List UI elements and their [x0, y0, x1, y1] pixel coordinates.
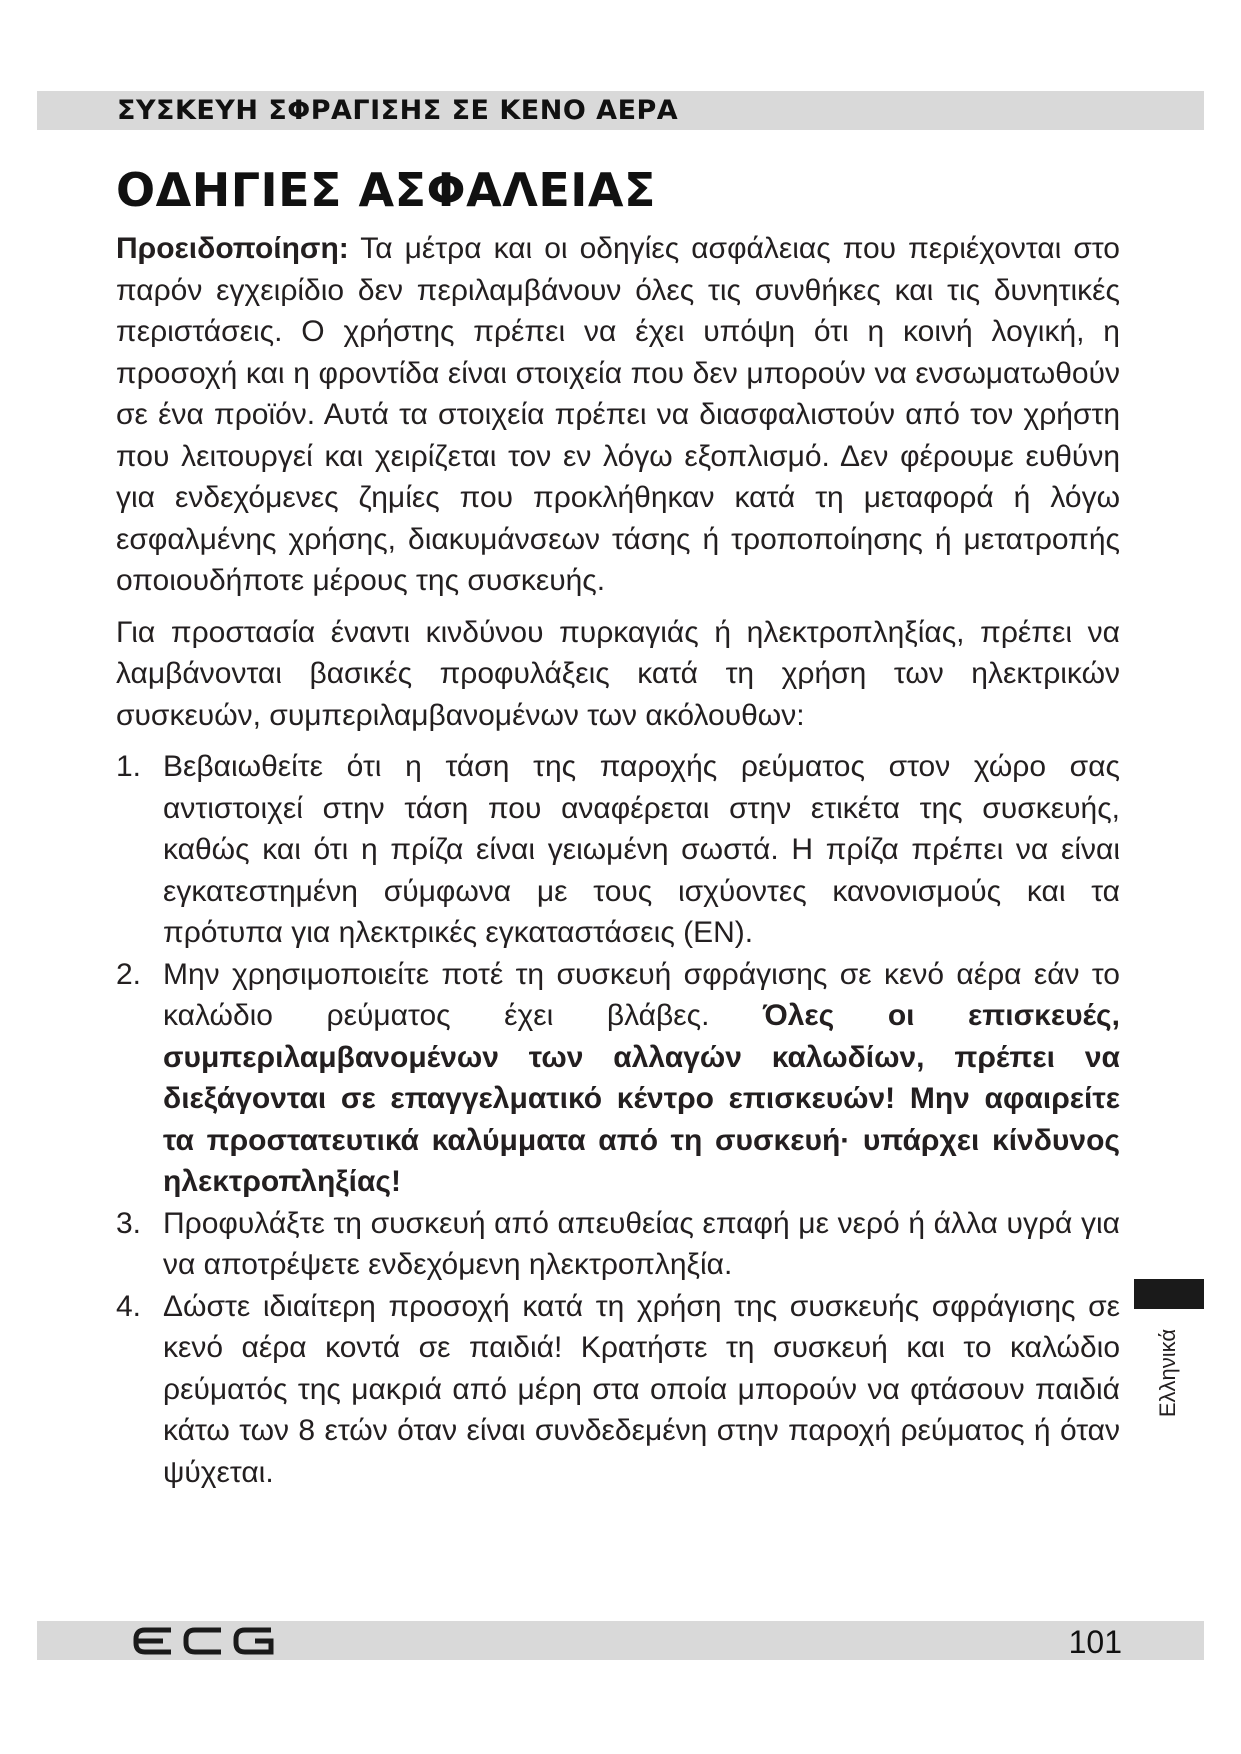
list-item-text: Δώστε ιδιαίτερη προσοχή κατά τη χρήση της συσκευής σφράγισης σε κενό αέρα κοντά σε παιδιά! Κρατήστε τη συσκευή και το καλώδιο ρεύματός της μακριά από μέρη στα οποία μπορούν να φτάσουν παιδιά κάτω των 8 ετών όταν είναι συνδεδεμένη στην παροχή ρεύματος ή όταν ψύχεται. [163, 1289, 1120, 1489]
page-title: ΟΔΗΓΙΕΣ ΑΣΦΑΛΕΙΑΣ [116, 163, 656, 217]
language-label [1148, 1318, 1188, 1428]
safety-rules-list [116, 746, 1120, 1493]
warning-paragraph [116, 228, 1120, 602]
list-item [116, 954, 1120, 1203]
list-item-text: Βεβαιωθείτε ότι η τάση της παροχής ρεύματος στον χώρο σας αντιστοιχεί στην τάση που αναφέρεται στην ετικέτα της συσκευής, καθώς και ότι η πρίζα είναι γειωμένη σωστά. Η πρίζα πρέπει να είναι εγκατεστημένη σύμφωνα με τους ισχύοντες κανονισμούς και τα πρότυπα για ηλεκτρικές εγκαταστάσεις (EN). [163, 750, 1120, 949]
warning-label: Προειδοποίηση: [116, 232, 349, 265]
list-item-number: 1. [116, 750, 142, 783]
header-bar [37, 91, 1204, 130]
list-item [116, 1203, 1120, 1286]
list-item-text: Προφυλάξτε τη συσκευή από απευθείας επαφή με νερό ή άλλα υγρά για να αποτρέψετε ενδεχόμενη ηλεκτροπληξία. [163, 1206, 1120, 1281]
language-label-text: Ελληνικά [1155, 1328, 1180, 1418]
content [116, 228, 1120, 1493]
footer-bar [37, 1621, 1204, 1660]
list-item-number: 4. [116, 1289, 142, 1323]
warning-text: Τα μέτρα και οι οδηγίες ασφάλειας που περιέχονται στο παρόν εγχειρίδιο δεν περιλαμβάνουν όλες τις συνθήκες και τις δυνητικές περιστάσεις. Ο χρήστης πρέπει να έχει υπόψη ότι η κοινή λογική, η προσοχή και η φροντίδα είναι στοιχεία που δεν μπορούν να ενσωματωθούν σε ένα προϊόν. Αυτά τα στοιχεία πρέπει να διασφαλιστούν από τον χρήστη που λειτουργεί και χειρίζεται τον εν λόγω εξοπλισμό. Δεν φέρουμε ευθύνη για ενδεχόμενες ζημίες που προκλήθηκαν κατά τη μεταφορά ή λόγω εσφαλμένης χρήσης, διακυμάνσεων τάσης ή τροποποίησης ή μετατροπής οποιουδήποτε μέρους της συσκευής. [116, 232, 1120, 597]
page-number: 101 [1068, 1624, 1122, 1660]
language-tab-marker [1134, 1279, 1204, 1309]
ecg-logo [133, 1627, 283, 1655]
list-item-number: 3. [116, 1206, 142, 1240]
list-item-bold-text: Όλες οι επισκευές, συμπεριλαμβανομένων των αλλαγών καλωδίων, πρέπει να διεξάγονται σε επαγγελματικό κέντρο επισκευών! Μην αφαιρείτε τα προστατευτικά καλύμματα από τη συσκευή· υπάρχει κίνδυνος ηλεκτροπληξίας! [163, 999, 1120, 1198]
list-item [116, 746, 1120, 954]
header-title: ΣΥΣΚΕΥΗ ΣΦΡΑΓΙΣΗΣ ΣΕ ΚΕΝΟ ΑΕΡΑ [117, 95, 679, 126]
intro-paragraph: Για προστασία έναντι κινδύνου πυρκαγιάς ή ηλεκτροπληξίας, πρέπει να λαμβάνονται βασικές προφυλάξεις κατά τη χρήση των ηλεκτρικών συσκευών, συμπεριλαμβανομένων των ακόλουθων: [116, 615, 1120, 732]
list-item-text: Μην χρησιμοποιείτε ποτέ τη συσκευή σφράγισης σε κενό αέρα εάν το καλώδιο ρεύματος έχει βλάβες. [163, 957, 1120, 1032]
list-item [116, 1286, 1120, 1494]
list-item-number: 2. [116, 957, 142, 991]
